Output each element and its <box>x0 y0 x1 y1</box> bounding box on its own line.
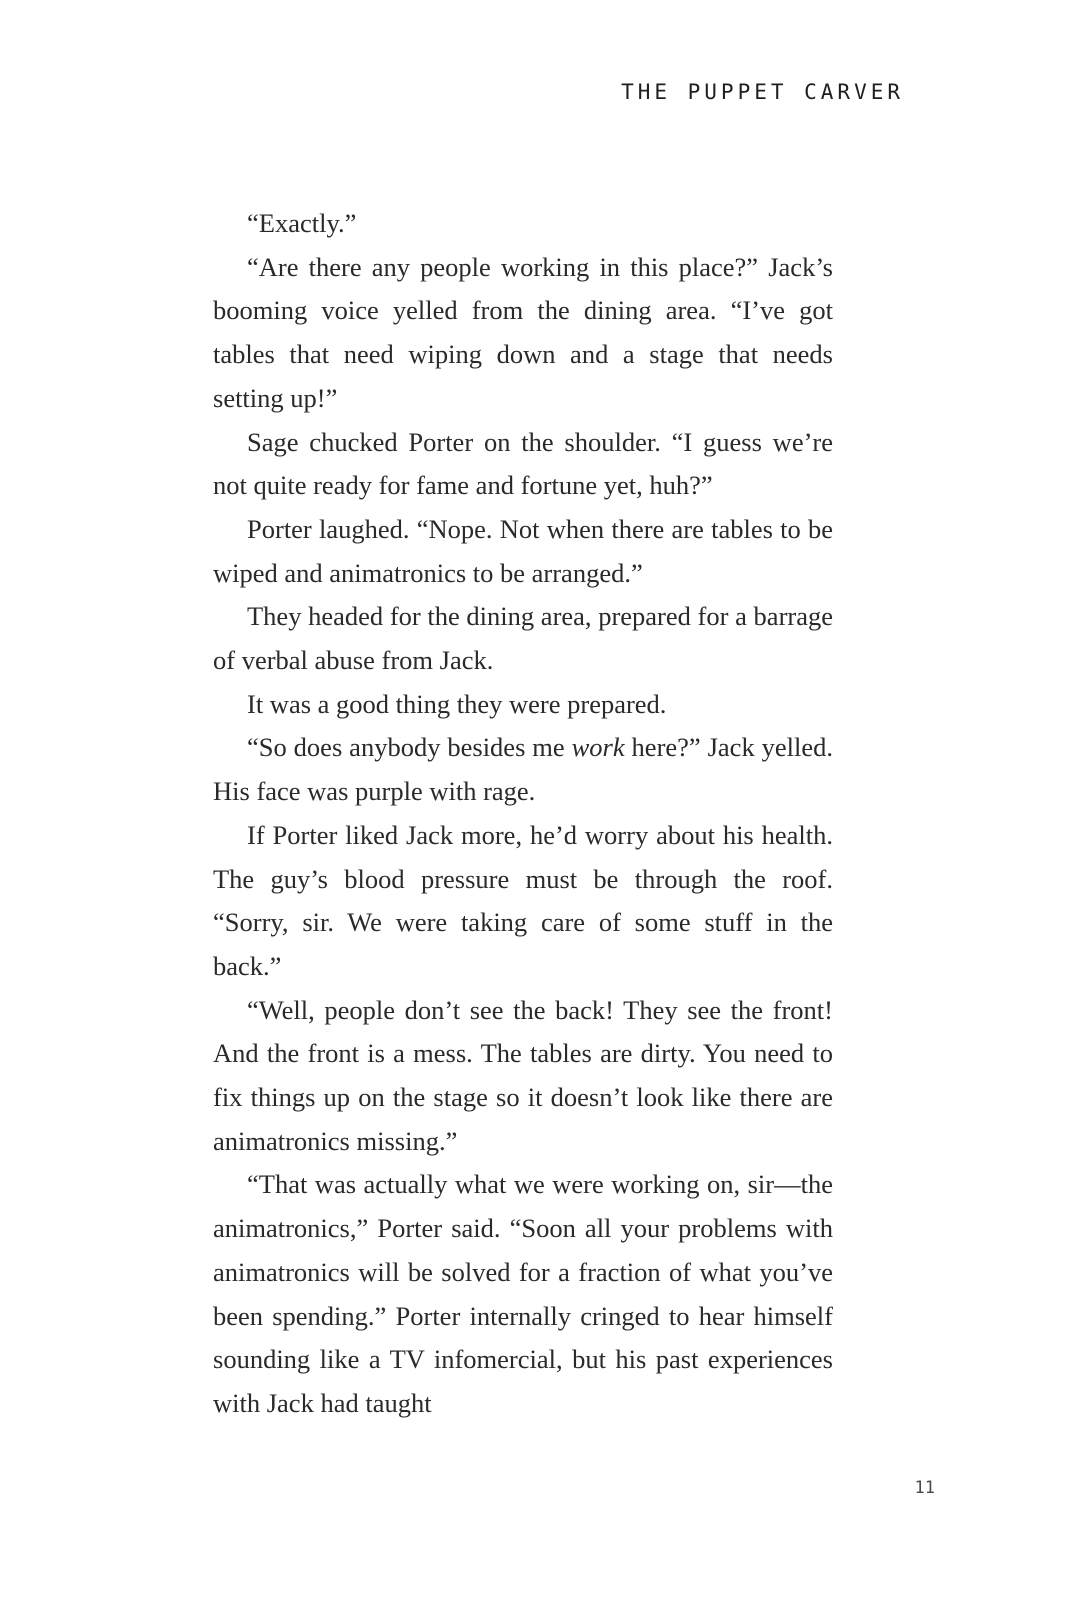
running-head: THE PUPPET CARVER <box>621 80 904 104</box>
paragraph: It was a good thing they were prepared. <box>247 688 667 719</box>
paragraph: “Exactly.” <box>247 208 357 238</box>
paragraph: “That was actually what we were working on, sir—the animatronics,” Porter said. “Soon all your problems with animatronics will be solved for a fraction of what you’ve been spending.” Porter internally cringed to hear himself sounding like a TV infomercial, but his past experiences with Jack had taught <box>213 1169 833 1418</box>
paragraph: Sage chucked Porter on the shoulder. “I guess we’re not quite ready for fame and fortune yet, huh?” <box>213 426 833 501</box>
paragraph: “Are there any people working in this place?” Jack’s booming voice yelled from the dining area. “I’ve got tables that need wiping down and a stage that needs setting up!” <box>213 251 833 413</box>
paragraph: “Well, people don’t see the back! They see the front! And the front is a mess. The tables are dirty. You need to fix things up on the stage so it doesn’t look like there are animatronics missing.” <box>213 994 833 1156</box>
emphasized-word: work <box>571 732 625 763</box>
page-number: 11 <box>914 1478 935 1498</box>
paragraph-text: “So does anybody besides me <box>247 732 572 763</box>
paragraph: Porter laughed. “Nope. Not when there are tables to be wiped and animatronics to be arranged.” <box>213 513 833 588</box>
paragraph: If Porter liked Jack more, he’d worry about his health. The guy’s blood pressure must be through the roof. “Sorry, sir. We were taking care of some stuff in the back.” <box>213 819 833 981</box>
body-text <box>213 202 833 1426</box>
paragraph <box>213 726 833 813</box>
paragraph: They headed for the dining area, prepared for a barrage of verbal abuse from Jack. <box>213 601 833 676</box>
paragraph-text: here?” Jack yelled. His face was purple with rage. <box>213 732 833 807</box>
